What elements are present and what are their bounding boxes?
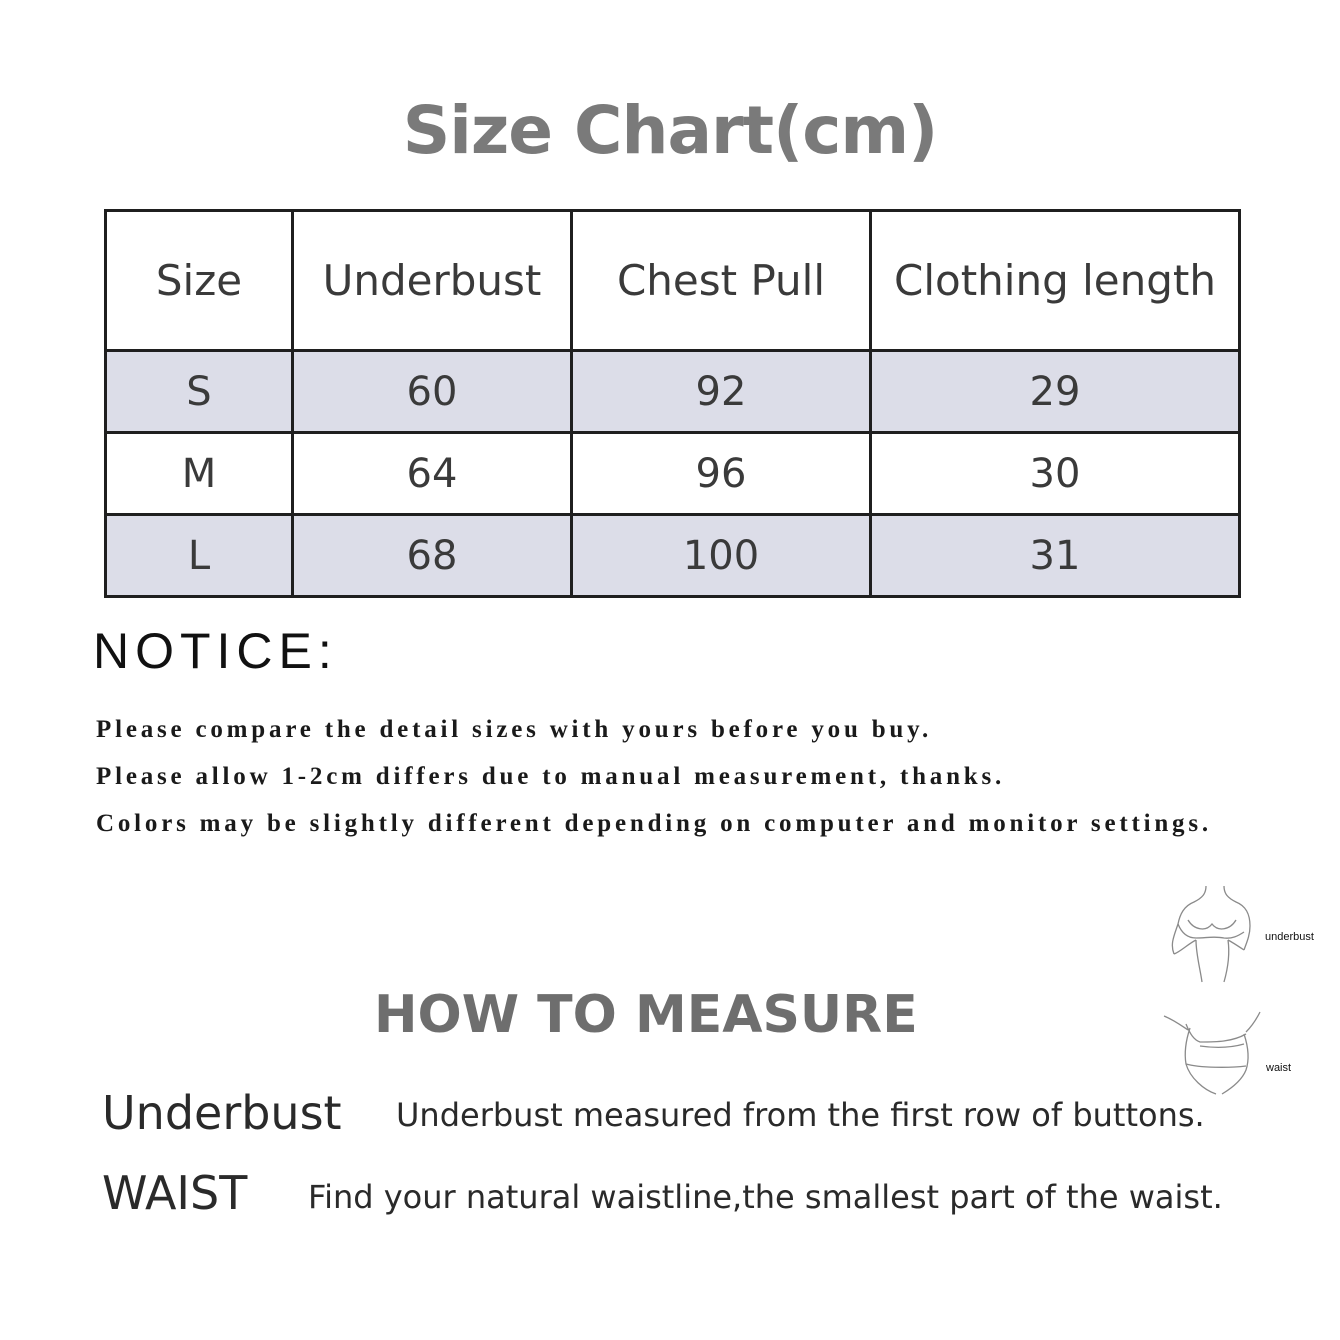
notice-heading: NOTICE: bbox=[93, 623, 338, 679]
table-row bbox=[106, 433, 1240, 515]
header-chest-pull: Chest Pull bbox=[572, 211, 871, 351]
measure-term-waist: WAIST bbox=[102, 1166, 248, 1220]
measure-description-waist: Find your natural waistline,the smallest part of the waist. bbox=[308, 1178, 1223, 1216]
cell-underbust: 64 bbox=[293, 433, 572, 515]
cell-chest-pull: 96 bbox=[572, 433, 871, 515]
measure-term-underbust: Underbust bbox=[102, 1086, 342, 1140]
table-row bbox=[106, 515, 1240, 597]
waist-figure-label: waist bbox=[1266, 1062, 1292, 1074]
header-clothing-length: Clothing length bbox=[871, 211, 1240, 351]
notice-line: Please allow 1-2cm differs due to manual measurement, thanks. bbox=[96, 763, 1006, 790]
cell-size: S bbox=[106, 351, 293, 433]
cell-chest-pull: 100 bbox=[572, 515, 871, 597]
cell-clothing-length: 30 bbox=[871, 433, 1240, 515]
cell-size: L bbox=[106, 515, 293, 597]
underbust-figure-label: underbust bbox=[1265, 931, 1314, 943]
table-row bbox=[106, 351, 1240, 433]
header-underbust: Underbust bbox=[293, 211, 572, 351]
cell-underbust: 68 bbox=[293, 515, 572, 597]
notice-line: Colors may be slightly different depending on computer and monitor settings. bbox=[96, 810, 1212, 837]
cell-underbust: 60 bbox=[293, 351, 572, 433]
header-size: Size bbox=[106, 211, 293, 351]
cell-clothing-length: 29 bbox=[871, 351, 1240, 433]
table-header-row bbox=[106, 211, 1240, 351]
waist-figure-icon bbox=[1160, 1006, 1266, 1096]
cell-size: M bbox=[106, 433, 293, 515]
page-title: Size Chart(cm) bbox=[402, 92, 938, 169]
how-to-measure-heading: HOW TO MEASURE bbox=[374, 985, 918, 1045]
measure-description-underbust: Underbust measured from the first row of buttons. bbox=[396, 1096, 1205, 1134]
cell-clothing-length: 31 bbox=[871, 515, 1240, 597]
notice-line: Please compare the detail sizes with yours before you buy. bbox=[96, 716, 933, 743]
underbust-figure-icon bbox=[1166, 884, 1258, 984]
size-table bbox=[104, 209, 1241, 598]
cell-chest-pull: 92 bbox=[572, 351, 871, 433]
